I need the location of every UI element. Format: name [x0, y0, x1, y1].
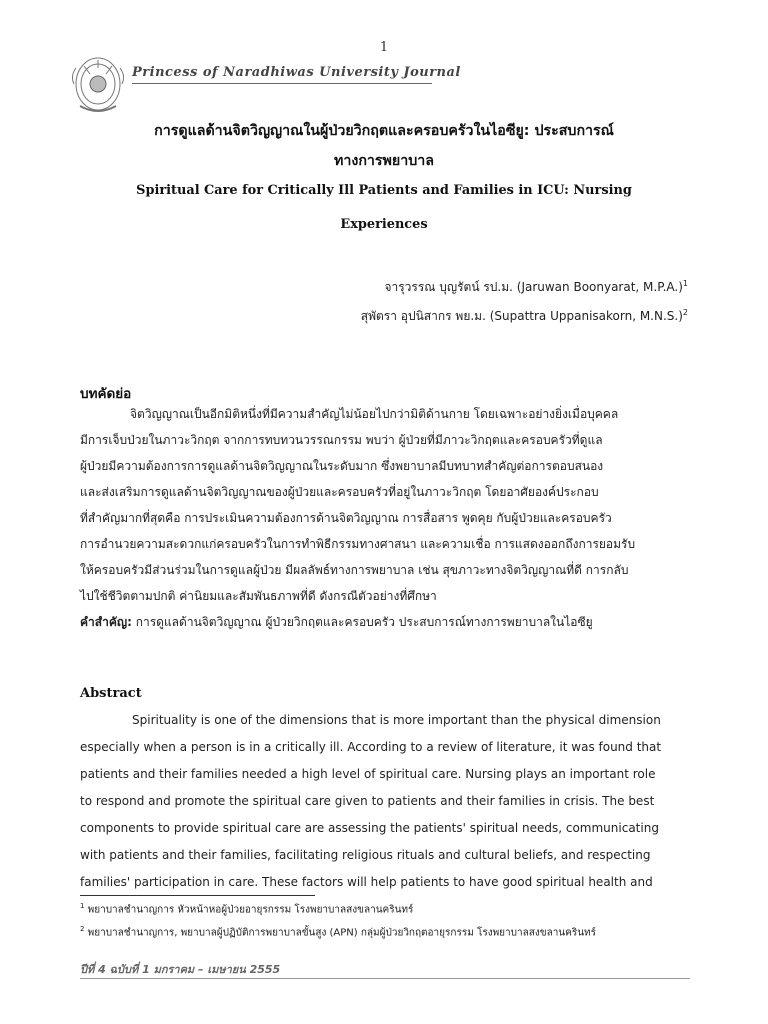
- page-number: 1: [379, 40, 389, 55]
- abstract-english-line: with patients and their families, facilitating religious rituals and cultural beliefs, and respecting: [80, 848, 651, 862]
- title-thai-line-2: ทางการพยาบาล: [334, 153, 434, 169]
- abstract-english-line: patients and their families needed a high level of spiritual care. Nursing plays an important role: [80, 767, 656, 781]
- author-1-footnote-mark: 1: [682, 279, 688, 288]
- abstract-thai-line: ที่สำคัญมากที่สุดคือ การประเมินความต้องการด้านจิตวิญญาณ การสื่อสาร พูดคุย กับผู้ป่วยและครอบครัว: [80, 511, 612, 525]
- footnote-1: [80, 902, 413, 917]
- author-1-name: จารุวรรณ บุญรัตน์ รป.ม. (Jaruwan Boonyarat, M.P.A.): [384, 280, 683, 294]
- abstract-english-line: components to provide spiritual care are assessing the patients' spiritual needs, communicating: [80, 821, 659, 835]
- abstract-thai-heading: บทคัดย่อ: [80, 386, 132, 402]
- abstract-english-line: families' participation in care. These factors will help patients to have good spiritual health and: [80, 875, 653, 889]
- abstract-english-heading: Abstract: [80, 686, 142, 701]
- footnote-divider: [80, 895, 315, 896]
- abstract-english-line: especially when a person is in a critically ill. According to a review of literature, it was found that: [80, 740, 662, 754]
- author-2: [361, 307, 688, 326]
- header-divider: [132, 83, 432, 84]
- author-1: [384, 278, 688, 297]
- abstract-english-line: Spirituality is one of the dimensions that is more important than the physical dimension: [132, 713, 661, 727]
- abstract-thai-line: จิตวิญญาณเป็นอีกมิติหนึ่งที่มีความสำคัญไม่น้อยไปกว่ามิติด้านกาย โดยเฉพาะอย่างยิ่งเมื่อบุคคล: [130, 407, 619, 421]
- author-2-footnote-mark: 2: [682, 308, 688, 317]
- abstract-thai-line: ผู้ป่วยมีความต้องการการดูแลด้านจิตวิญญาณในระดับมาก ซึ่งพยาบาลมีบทบาทสำคัญต่อการตอบสนอง: [80, 459, 604, 473]
- author-2-name: สุพัตรา อุปนิสากร พย.ม. (Supattra Uppanisakorn, M.N.S.): [360, 309, 683, 323]
- keywords-label: คำสำคัญ:: [80, 615, 132, 629]
- keywords-text: การดูแลด้านจิตวิญญาณ ผู้ป่วยวิกฤตและครอบครัว ประสบการณ์ทางการพยาบาลในไอซียู: [131, 615, 593, 629]
- journal-title: Princess of Naradhiwas University Journal: [132, 65, 461, 80]
- abstract-thai-line: ไปใช้ชีวิตตามปกติ ค่านิยมและสัมพันธภาพที่ดี ดังกรณีตัวอย่างที่ศึกษา: [80, 589, 437, 603]
- footnote-2-mark: 2: [80, 925, 85, 933]
- abstract-thai-line: มีการเจ็บป่วยในภาวะวิกฤต จากการทบทวนวรรณกรรม พบว่า ผู้ป่วยที่มีภาวะวิกฤตและครอบครัวที่ดูแล: [80, 433, 603, 447]
- title-thai-line-1: การดูแลด้านจิตวิญญาณในผู้ป่วยวิกฤตและครอบครัวในไอซียู: ประสบการณ์: [154, 123, 614, 139]
- abstract-english-line: to respond and promote the spiritual care given to patients and their families in crisis. The best: [80, 794, 655, 808]
- title-english-line-2: Experiences: [340, 217, 428, 232]
- footnote-1-mark: 1: [80, 902, 85, 910]
- abstract-thai-line: และส่งเสริมการดูแลด้านจิตวิญญาณของผู้ป่วยและครอบครัวที่อยู่ในภาวะวิกฤต โดยอาศัยองค์ประกอบ: [80, 485, 599, 499]
- keywords-thai: [80, 609, 593, 635]
- footnote-1-text: พยาบาลชำนาญการ หัวหน้าหอผู้ป่วยอายุรกรรม โรงพยาบาลสงขลานครินทร์: [84, 904, 414, 916]
- footer-volume: ปีที่ 4 ฉบับที่ 1 มกราคม – เมษายน 2555: [80, 963, 281, 976]
- footer-divider: [80, 978, 690, 979]
- abstract-thai-line: การอำนวยความสะดวกแก่ครอบครัวในการทำพิธีกรรมทางศาสนา และความเชื่อ การแสดงออกถึงการยอมรับ: [80, 537, 636, 551]
- title-english-line-1: Spiritual Care for Critically Ill Patients and Families in ICU: Nursing: [136, 183, 632, 198]
- footnote-2: [80, 925, 596, 940]
- abstract-thai-line: ให้ครอบครัวมีส่วนร่วมในการดูแลผู้ป่วย มีผลลัพธ์ทางการพยาบาล เช่น สุขภาวะทางจิตวิญญาณที่ดี การกลับ: [80, 563, 629, 577]
- university-logo: [70, 54, 430, 114]
- footnote-2-text: พยาบาลชำนาญการ, พยาบาลผู้ปฏิบัติการพยาบาลขั้นสูง (APN) กลุ่มผู้ป่วยวิกฤตอายุรกรรม โรงพยาบาลสงขลานครินทร์: [84, 927, 597, 939]
